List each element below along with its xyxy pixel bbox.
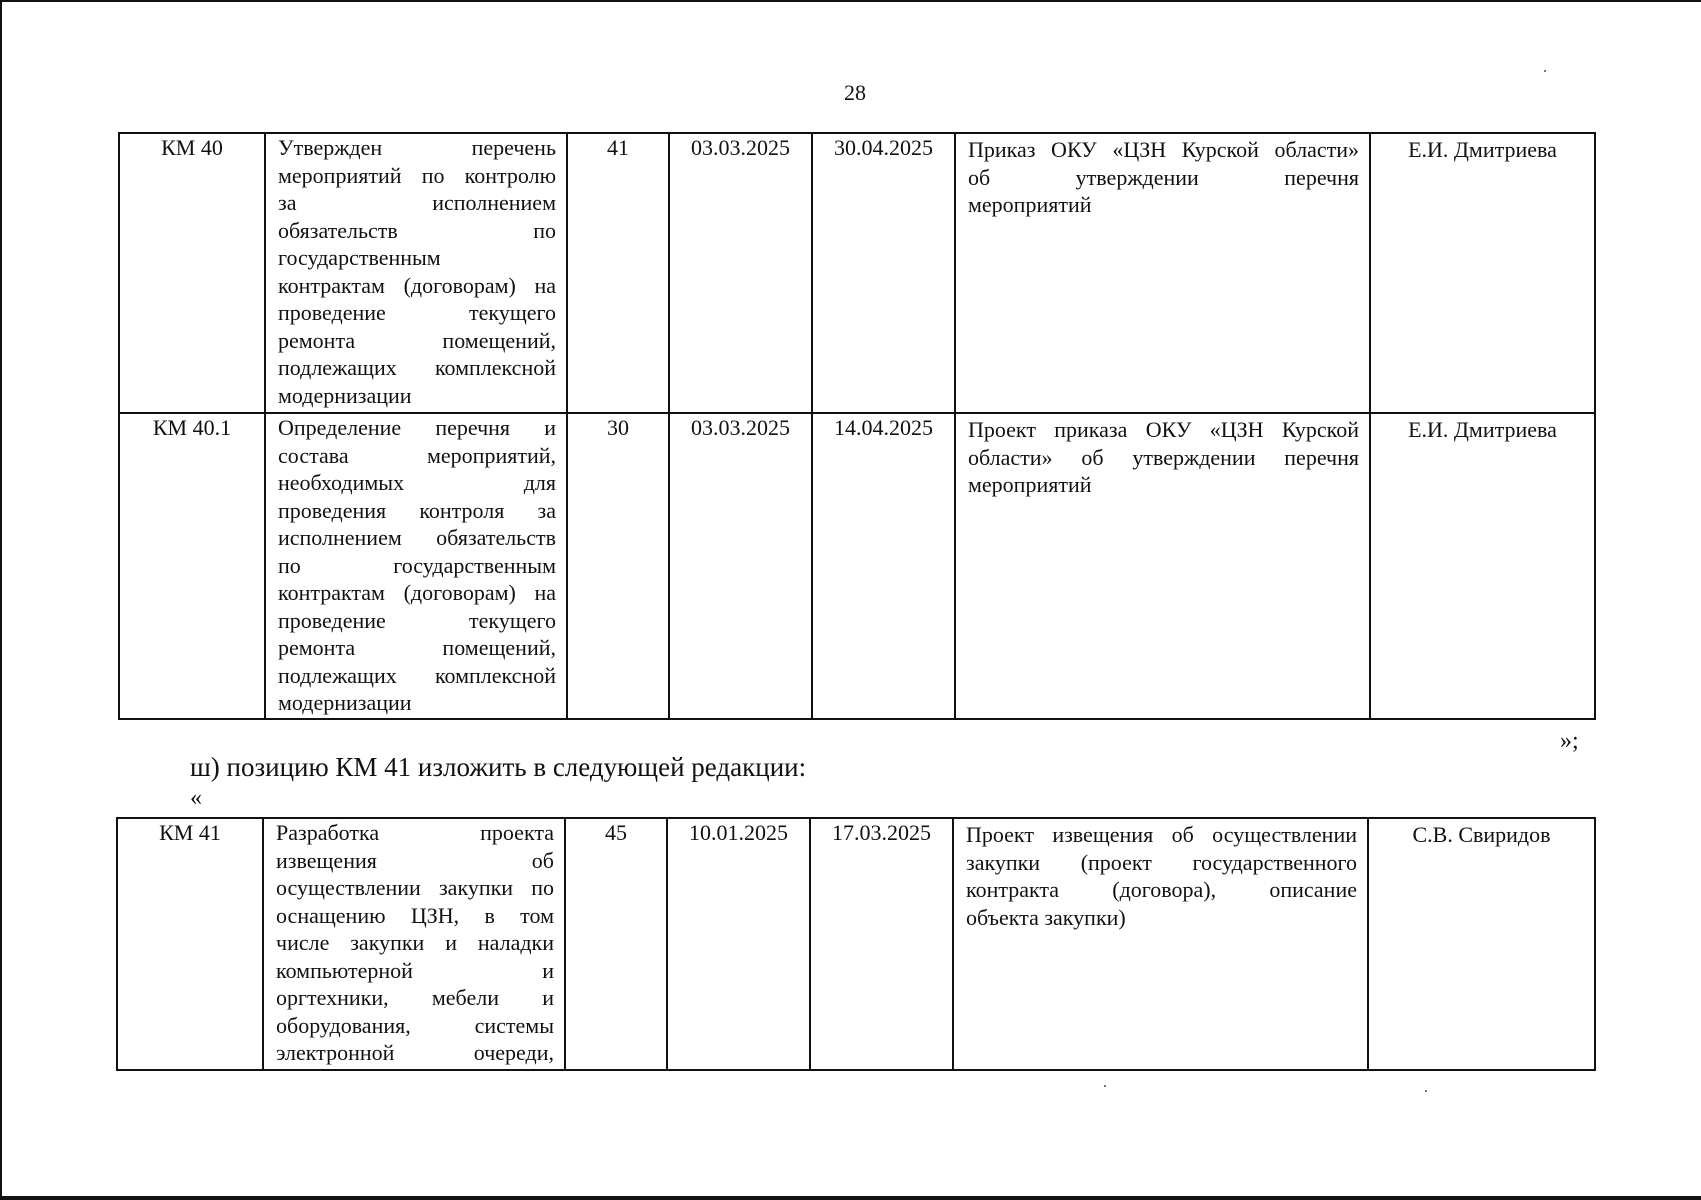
responsible-person: Е.И. Дмитриева bbox=[1370, 133, 1595, 413]
result-document bbox=[955, 413, 1370, 719]
description-line: извещения об bbox=[276, 847, 554, 873]
description-line: оборудования, системы bbox=[276, 1012, 554, 1038]
table-row-km-40 bbox=[119, 133, 1595, 413]
description-line: модернизации bbox=[278, 382, 412, 408]
description-line: осуществлении закупки по bbox=[276, 875, 554, 900]
result-document bbox=[953, 818, 1368, 1070]
description-line: необходимых для bbox=[278, 470, 556, 495]
scan-border-top bbox=[0, 0, 1701, 2]
description-line: модернизации bbox=[278, 690, 412, 715]
control-point-code: КМ 40 bbox=[119, 133, 265, 413]
closing-quote-mark: »; bbox=[1560, 728, 1579, 754]
description-line: по государственным bbox=[278, 552, 556, 578]
control-point-description bbox=[265, 133, 567, 413]
document-line: об утверждении перечня bbox=[968, 164, 1359, 190]
scan-speck bbox=[1425, 1090, 1427, 1092]
description-line: подлежащих комплексной bbox=[278, 355, 556, 380]
responsible-person: С.В. Свиридов bbox=[1368, 818, 1595, 1070]
description-line: проведения контроля за bbox=[278, 497, 556, 523]
description-line: компьютерной и bbox=[276, 957, 554, 983]
description-line: электронной очереди, bbox=[276, 1040, 554, 1065]
document-line: Приказ ОКУ «ЦЗН Курской области» bbox=[968, 137, 1359, 162]
table-row-km-40-1 bbox=[119, 413, 1595, 719]
start-date: 03.03.2025 bbox=[669, 133, 812, 413]
responsible-person: Е.И. Дмитриева bbox=[1370, 413, 1595, 719]
description-line: проведение текущего bbox=[278, 300, 556, 325]
description-line: мероприятий по контролю bbox=[278, 162, 556, 188]
result-document bbox=[955, 133, 1370, 413]
document-line: Проект извещения об осуществлении bbox=[966, 822, 1357, 847]
description-line: Определение перечня и bbox=[278, 415, 556, 440]
start-date: 03.03.2025 bbox=[669, 413, 812, 719]
description-line: числе закупки и наладки bbox=[276, 930, 554, 955]
document-line: контракта (договора), описание bbox=[966, 877, 1357, 902]
description-line: состава мероприятий, bbox=[278, 442, 556, 468]
description-line: контрактам (договорам) на bbox=[278, 272, 556, 298]
table-row-km-41 bbox=[117, 818, 1595, 1070]
plan-table-bottom bbox=[116, 817, 1596, 1071]
description-line: за исполнением bbox=[278, 190, 556, 215]
scan-speck bbox=[1104, 1085, 1106, 1087]
document-line: мероприятий bbox=[968, 472, 1092, 497]
description-line: Утвержден перечень bbox=[278, 135, 556, 160]
description-line: оснащению ЦЗН, в том bbox=[276, 902, 554, 928]
description-line: оргтехники, мебели и bbox=[276, 985, 554, 1010]
duration-days: 30 bbox=[567, 413, 669, 719]
description-line: исполнением обязательств bbox=[278, 525, 556, 550]
end-date: 14.04.2025 bbox=[812, 413, 955, 719]
document-line: Проект приказа ОКУ «ЦЗН Курской bbox=[968, 417, 1359, 442]
control-point-description bbox=[265, 413, 567, 719]
document-line: закупки (проект государственного bbox=[966, 849, 1357, 875]
document-line: мероприятий bbox=[968, 192, 1092, 217]
description-line: государственным bbox=[278, 245, 441, 270]
start-date: 10.01.2025 bbox=[667, 818, 810, 1070]
document-line: области» об утверждении перечня bbox=[968, 444, 1359, 470]
document-line: объекта закупки) bbox=[966, 904, 1126, 930]
description-line: контрактам (договорам) на bbox=[278, 580, 556, 605]
end-date: 17.03.2025 bbox=[810, 818, 953, 1070]
end-date: 30.04.2025 bbox=[812, 133, 955, 413]
control-point-description bbox=[263, 818, 565, 1070]
control-point-code: КМ 41 bbox=[117, 818, 263, 1070]
page-number: 28 bbox=[844, 80, 866, 105]
duration-days: 41 bbox=[567, 133, 669, 413]
amendment-instruction: ш) позицию КМ 41 изложить в следующей редакции: bbox=[190, 752, 807, 782]
description-line: обязательств по bbox=[278, 217, 556, 243]
plan-table-top bbox=[118, 132, 1596, 720]
description-line: Разработка проекта bbox=[276, 820, 554, 845]
description-line: ремонта помещений, bbox=[278, 327, 556, 353]
duration-days: 45 bbox=[565, 818, 667, 1070]
scan-border-bottom bbox=[0, 1196, 1701, 1200]
scan-speck bbox=[1544, 70, 1546, 72]
control-point-code: КМ 40.1 bbox=[119, 413, 265, 719]
description-line: проведение текущего bbox=[278, 607, 556, 633]
scan-border-left bbox=[0, 0, 2, 1200]
opening-quote-mark: « bbox=[190, 785, 202, 811]
description-line: подлежащих комплексной bbox=[278, 662, 556, 688]
description-line: ремонта помещений, bbox=[278, 635, 556, 660]
